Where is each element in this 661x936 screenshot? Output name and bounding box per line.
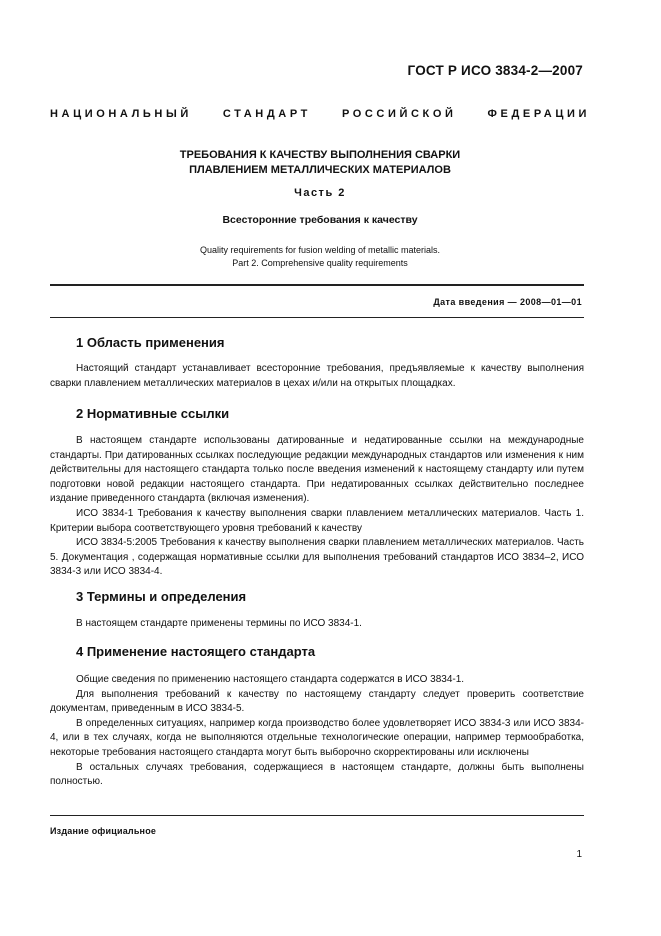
footer-divider — [50, 815, 584, 816]
section-heading: 4 Применение настоящего стандарта — [76, 644, 316, 659]
section-body — [50, 362, 584, 391]
document-title — [50, 148, 590, 178]
paragraph: ИСО 3834-5:2005 Требования к качеству выполнения сварки плавлением металлических материалов. Часть 5. Документация , содержащая нормативные ссылки для выполнения требований стандартов ИСО 3834–2, ИСО 3834-3 или ИСО 3834-4. — [50, 537, 584, 578]
section-heading: 2 Нормативные ссылки — [76, 406, 230, 421]
banner-word: ФЕДЕРАЦИИ — [487, 108, 590, 120]
paragraph: В настоящем стандарте применены термины по ИСО 3834-1. — [76, 618, 362, 629]
paragraph: В определенных ситуациях, например когда производство более удовлетворяет ИСО 3834-3 или ИСО 3834-4, или в тех случаях, когда не выполняются отдельные технологические операции, например термообработка, некоторые требования настоящего стандарта могут быть выборочно скорректированы или исключены — [50, 717, 584, 758]
banner-word: РОССИЙСКОЙ — [341, 108, 457, 120]
official-edition-note: Издание официальное — [50, 826, 157, 836]
part-number: Часть 2 — [294, 187, 346, 199]
paragraph: В остальных случаях требования, содержащиеся в настоящем стандарте, должны быть выполнены полностью. — [50, 761, 584, 788]
section-body — [50, 617, 584, 632]
banner-word: НАЦИОНАЛЬНЫЙ — [50, 108, 192, 120]
banner-word: СТАНДАРТ — [222, 108, 311, 120]
english-title — [50, 244, 590, 270]
title-line: ПЛАВЛЕНИЕМ МЕТАЛЛИЧЕСКИХ МАТЕРИАЛОВ — [189, 164, 451, 176]
title-line: ТРЕБОВАНИЯ К КАЧЕСТВУ ВЫПОЛНЕНИЯ СВАРКИ — [179, 149, 461, 161]
section-heading: 1 Область применения — [76, 335, 225, 350]
english-title-line: Quality requirements for fusion welding of metallic materials. — [199, 245, 441, 255]
section-heading: 3 Термины и определения — [76, 589, 247, 604]
section-body — [50, 673, 584, 790]
introduction-date: Дата введения — 2008—01—01 — [433, 297, 582, 307]
standard-designation: ГОСТ Р ИСО 3834-2—2007 — [407, 63, 583, 78]
paragraph: Общие сведения по применению настоящего стандарта содержатся в ИСО 3834-1. — [76, 674, 465, 685]
part-subtitle: Всесторонние требования к качеству — [222, 214, 418, 226]
national-standard-banner — [50, 108, 590, 120]
paragraph: Настоящий стандарт устанавливает всесторонние требования, предъявляемые к качеству выполнения сварки плавлением металлических материалов в цехах и/или на открытых площадках. — [50, 363, 584, 389]
english-title-line: Part 2. Comprehensive quality requirements — [232, 258, 408, 268]
paragraph: В настоящем стандарте использованы датированные и недатированные ссылки на международные стандарты. При датированных ссылках последующие редакции международных стандартов или изменения к ним действительны для настоящего стандарта только после введения изменений к настоящему стандарту или путем подготовки новой редакции настоящего стандарта. При недатированных ссылках действительно последнее издание приведенного стандарта (включая изменения). — [50, 435, 584, 505]
paragraph: Для выполнения требований к качеству по настоящему стандарту следует проверить соответствие документам, приведенным в ИСО 3834-5. — [50, 688, 584, 715]
divider-line — [50, 284, 584, 286]
paragraph: ИСО 3834-1 Требования к качеству выполнения сварки плавлением металлических материалов. Часть 1. Критерии выбора соответствующего уровня требований к качеству — [50, 507, 584, 534]
page-number: 1 — [576, 849, 582, 860]
divider-line — [50, 317, 584, 318]
section-body — [50, 434, 584, 580]
